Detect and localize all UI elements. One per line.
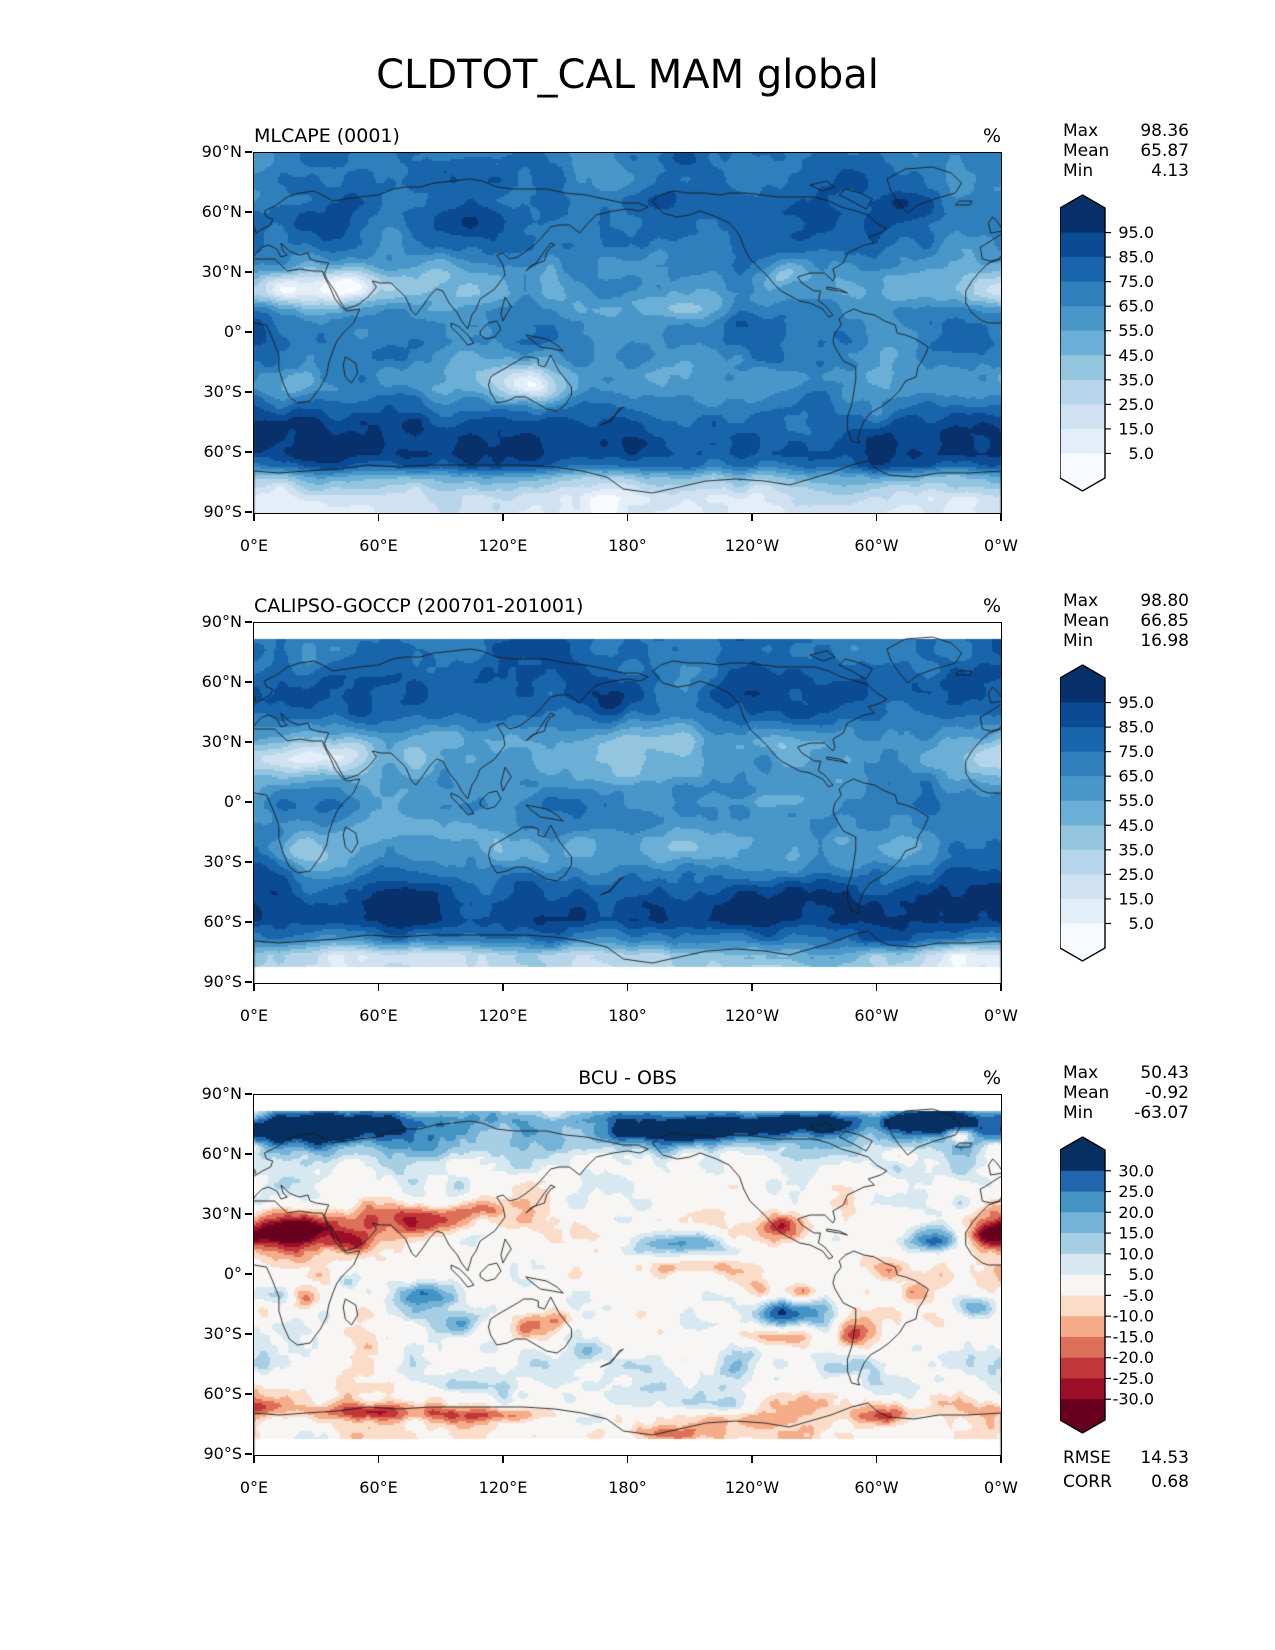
svg-text:-15.0: -15.0 (1112, 1327, 1154, 1347)
y-tick-mark (245, 1273, 252, 1275)
x-tick-mark (502, 984, 504, 991)
x-tick-mark (876, 514, 878, 521)
y-tick-mark (245, 451, 252, 453)
x-tick-label: 120°E (478, 1478, 528, 1497)
x-tick-label: 120°W (724, 536, 780, 555)
x-tick-label: 60°W (854, 1478, 899, 1497)
stat-value: 4.13 (1151, 161, 1189, 181)
y-tick-label: 90°N (201, 1084, 242, 1103)
y-tick-mark (245, 861, 252, 863)
y-tick-label: 60°N (201, 672, 242, 691)
y-tick-label: 90°S (203, 972, 242, 991)
panel-diff-subtitle: BCU - OBS (578, 1067, 677, 1089)
x-tick-label: 0°E (239, 1478, 269, 1497)
y-tick-mark (245, 681, 252, 683)
y-tick-label: 0° (223, 1264, 242, 1283)
x-tick-mark (751, 1456, 753, 1463)
colorbar-obs (1060, 664, 1170, 976)
panel-diff-unit-label: % (982, 1067, 1001, 1089)
x-tick-mark (1000, 1456, 1002, 1463)
x-tick-label: 0°E (239, 536, 269, 555)
panel-diff-stats (1063, 1063, 1189, 1123)
x-tick-mark (378, 984, 380, 991)
y-tick-label: 60°S (203, 442, 242, 461)
stat-label: Min (1063, 1103, 1094, 1123)
panel-diff-map-frame (253, 1094, 1002, 1456)
x-tick-label: 60°E (359, 536, 398, 555)
svg-text:75.0: 75.0 (1118, 742, 1154, 762)
svg-text:35.0: 35.0 (1118, 370, 1154, 390)
x-tick-label: 60°E (359, 1006, 398, 1025)
svg-text:95.0: 95.0 (1118, 693, 1154, 713)
y-tick-mark (245, 741, 252, 743)
svg-text:20.0: 20.0 (1118, 1202, 1154, 1222)
svg-text:5.0: 5.0 (1128, 1265, 1154, 1285)
y-tick-mark (245, 1213, 252, 1215)
y-tick-mark (245, 1153, 252, 1155)
x-tick-mark (627, 984, 629, 991)
x-tick-label: 120°E (478, 1006, 528, 1025)
stat-label: Min (1063, 631, 1094, 651)
y-tick-label: 30°S (203, 1324, 242, 1343)
y-tick-label: 30°S (203, 382, 242, 401)
y-tick-label: 60°N (201, 202, 242, 221)
x-tick-label: 60°E (359, 1478, 398, 1497)
x-tick-mark (751, 984, 753, 991)
x-tick-label: 60°W (854, 1006, 899, 1025)
x-tick-mark (253, 984, 255, 991)
y-tick-mark (245, 391, 252, 393)
y-tick-mark (245, 511, 252, 513)
y-tick-label: 30°N (201, 262, 242, 281)
svg-text:-5.0: -5.0 (1122, 1285, 1154, 1305)
stat-value: 65.87 (1140, 141, 1189, 161)
x-tick-label: 120°E (478, 536, 528, 555)
svg-text:85.0: 85.0 (1118, 247, 1154, 267)
y-tick-label: 90°S (203, 1444, 242, 1463)
panel-model (0, 118, 1275, 588)
colorbar-diff (1060, 1136, 1170, 1448)
stat-value: 0.68 (1151, 1472, 1189, 1492)
svg-text:25.0: 25.0 (1118, 864, 1154, 884)
y-tick-mark (245, 981, 252, 983)
y-tick-mark (245, 1393, 252, 1395)
svg-text:5.0: 5.0 (1128, 443, 1154, 463)
stat-label: Min (1063, 161, 1094, 181)
colorbar-model (1060, 194, 1170, 506)
x-tick-mark (378, 1456, 380, 1463)
y-tick-label: 90°S (203, 502, 242, 521)
y-tick-label: 30°N (201, 1204, 242, 1223)
x-tick-label: 0°W (984, 1006, 1018, 1025)
stat-label: Max (1063, 591, 1099, 611)
svg-text:-25.0: -25.0 (1112, 1368, 1154, 1388)
x-tick-label: 0°E (239, 1006, 269, 1025)
panel-obs-unit-label: % (982, 595, 1001, 617)
svg-text:25.0: 25.0 (1118, 394, 1154, 414)
svg-text:55.0: 55.0 (1118, 321, 1154, 341)
svg-text:45.0: 45.0 (1118, 345, 1154, 365)
panel-model-stats (1063, 121, 1189, 181)
stat-label: Max (1063, 121, 1099, 141)
svg-text:-30.0: -30.0 (1112, 1389, 1154, 1409)
svg-text:65.0: 65.0 (1118, 766, 1154, 786)
stat-label: Max (1063, 1063, 1099, 1083)
x-tick-label: 120°W (724, 1006, 780, 1025)
stat-label: Mean (1063, 611, 1110, 631)
y-tick-mark (245, 1453, 252, 1455)
svg-text:65.0: 65.0 (1118, 296, 1154, 316)
stat-value: 14.53 (1140, 1448, 1189, 1468)
y-tick-mark (245, 921, 252, 923)
stat-label: Mean (1063, 1083, 1110, 1103)
y-tick-mark (245, 271, 252, 273)
y-tick-label: 60°N (201, 1144, 242, 1163)
svg-text:15.0: 15.0 (1118, 1223, 1154, 1243)
y-tick-mark (245, 151, 252, 153)
x-tick-mark (1000, 984, 1002, 991)
x-tick-label: 120°W (724, 1478, 780, 1497)
panel-model-unit-label: % (982, 125, 1001, 147)
svg-text:15.0: 15.0 (1118, 889, 1154, 909)
x-tick-mark (253, 1456, 255, 1463)
stat-value: 50.43 (1140, 1063, 1189, 1083)
x-tick-label: 180° (608, 1006, 647, 1025)
stat-value: 98.36 (1140, 121, 1189, 141)
svg-text:95.0: 95.0 (1118, 223, 1154, 243)
svg-text:45.0: 45.0 (1118, 815, 1154, 835)
y-tick-label: 0° (223, 322, 242, 341)
x-tick-mark (502, 1456, 504, 1463)
x-tick-label: 180° (608, 1478, 647, 1497)
svg-text:75.0: 75.0 (1118, 272, 1154, 292)
stat-value: 66.85 (1140, 611, 1189, 631)
svg-text:-10.0: -10.0 (1112, 1306, 1154, 1326)
x-tick-mark (378, 514, 380, 521)
x-tick-mark (876, 1456, 878, 1463)
y-tick-label: 30°S (203, 852, 242, 871)
stat-label: CORR (1063, 1472, 1112, 1492)
x-tick-mark (253, 514, 255, 521)
y-tick-label: 60°S (203, 1384, 242, 1403)
map-canvas-diff (254, 1095, 1001, 1455)
x-tick-mark (1000, 514, 1002, 521)
svg-text:55.0: 55.0 (1118, 791, 1154, 811)
svg-text:5.0: 5.0 (1128, 913, 1154, 933)
y-tick-mark (245, 621, 252, 623)
y-tick-label: 60°S (203, 912, 242, 931)
panel-diff (0, 1060, 1275, 1530)
stat-value: 98.80 (1140, 591, 1189, 611)
x-tick-mark (627, 1456, 629, 1463)
y-tick-mark (245, 211, 252, 213)
y-tick-mark (245, 1333, 252, 1335)
x-tick-mark (502, 514, 504, 521)
x-tick-label: 180° (608, 536, 647, 555)
panel-model-map-frame (253, 152, 1002, 514)
x-tick-label: 60°W (854, 536, 899, 555)
x-tick-label: 0°W (984, 536, 1018, 555)
panel-obs-stats (1063, 591, 1189, 651)
stat-label: Mean (1063, 141, 1110, 161)
stat-value: -63.07 (1134, 1103, 1189, 1123)
stat-value: 16.98 (1140, 631, 1189, 651)
y-tick-label: 30°N (201, 732, 242, 751)
x-tick-mark (876, 984, 878, 991)
map-canvas-obs (254, 623, 1001, 983)
stat-label: RMSE (1063, 1448, 1112, 1468)
svg-text:15.0: 15.0 (1118, 419, 1154, 439)
y-tick-mark (245, 1093, 252, 1095)
svg-text:35.0: 35.0 (1118, 840, 1154, 860)
panel-diff-skill-stats (1063, 1448, 1189, 1492)
panel-obs (0, 588, 1275, 1058)
y-tick-mark (245, 331, 252, 333)
svg-text:25.0: 25.0 (1118, 1182, 1154, 1202)
panel-obs-subtitle: CALIPSO-GOCCP (200701-201001) (254, 595, 584, 617)
y-tick-label: 0° (223, 792, 242, 811)
svg-text:85.0: 85.0 (1118, 717, 1154, 737)
svg-text:30.0: 30.0 (1118, 1161, 1154, 1181)
x-tick-mark (751, 514, 753, 521)
map-canvas-model (254, 153, 1001, 513)
stat-value: -0.92 (1145, 1083, 1189, 1103)
x-tick-mark (627, 514, 629, 521)
panel-obs-map-frame (253, 622, 1002, 984)
x-tick-label: 0°W (984, 1478, 1018, 1497)
panel-model-subtitle: MLCAPE (0001) (254, 125, 400, 147)
y-tick-mark (245, 801, 252, 803)
figure-title: CLDTOT_CAL MAM global (376, 52, 879, 98)
svg-text:10.0: 10.0 (1118, 1244, 1154, 1264)
y-tick-label: 90°N (201, 142, 242, 161)
y-tick-label: 90°N (201, 612, 242, 631)
svg-text:-20.0: -20.0 (1112, 1348, 1154, 1368)
